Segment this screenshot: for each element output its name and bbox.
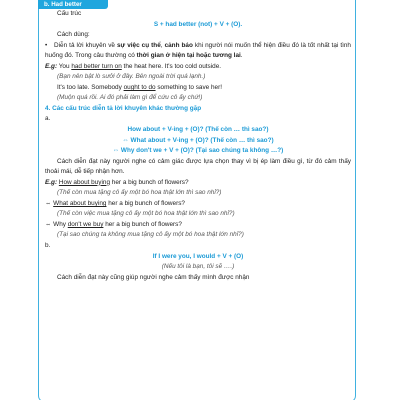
example-4-translation: (Thế còn việc mua tặng cô ấy một bó hoa thật lớn thì sao nhỉ?) [57,210,235,218]
bullet-icon: • [45,41,48,49]
example-1: E.g: You had better turn on the heat here. It's too cold outside. [45,62,222,70]
equivalence-arrow-icon: ⇔ [122,136,129,144]
example-5: ⇔ Why don't we buy her a big bunch of flowers? [45,220,182,228]
usage-paragraph-2: Cách diễn đạt này người nghe có cảm giác được lựa chọn thay vì bị ép làm điều gì, từ đó cảm thấy thoải mái, dễ tiếp nhận hơn. [45,157,351,176]
example-3: E.g: How about buying her a big bunch of flowers? [45,178,189,186]
usage-paragraph-1: • Diễn tả lời khuyên về sự việc cụ thể, cảnh báo khi người nói muốn thể hiện điều đó là tốt nhất tại tình huống đó. Trong câu thường có thời gian ở hiện tại hoặc tương lai. [45,41,351,60]
example-1-translation: (Bạn nên bật lò sưởi ở đây. Bên ngoài trời quá lạnh.) [57,73,206,81]
usage-paragraph-3: Cách diễn đạt này cũng giúp người nghe cảm thấy mình được nhận [57,273,250,281]
equivalence-arrow-icon: ⇔ [45,199,52,207]
example-4: ⇔ What about buying her a big bunch of flowers? [45,199,185,207]
example-5-translation: (Tại sao chúng ta không mua tặng cô ấy một bó hoa thật lớn nhỉ?) [57,231,244,239]
formula-if-i-were-you: If I were you, I would + V + (O) [152,252,244,260]
formula-if-i-were-you-translation: (Nếu tôi là bạn, tôi sẽ ….) [161,263,235,271]
example-2-translation: (Muộn quá rồi. Ai đó phải làm gì để cứu cô ấy chứ!) [57,94,203,102]
section-4-title: 4. Các cấu trúc diễn tả lời khuyên khác thường gặp [45,104,202,112]
subsection-b-label: b. [45,242,51,250]
example-3-translation: (Thế còn mua tặng cô ấy một bó hoa thật lớn thì sao nhỉ?) [57,189,222,197]
section-heading-bar: b. Had better [38,0,108,9]
document-body [45,0,351,283]
structure-label: Cấu trúc [57,10,82,17]
formula-what-about: ⇔ What about + V-ing + (O)? (Thế còn … thì sao?) [122,136,274,144]
usage-label: Cách dùng: [57,31,90,39]
example-2: It's too late. Somebody ought to do something to save her! [57,83,223,91]
equivalence-arrow-icon: ⇔ [112,147,120,155]
equivalence-arrow-icon: ⇔ [45,220,52,228]
formula-how-about: How about + V-ing + (O)? (Thế còn … thì sao?) [127,126,269,134]
eg-label: E.g: [45,62,58,70]
subsection-a-label: a. [45,115,51,123]
formula-why-dont-we: ⇔ Why don't we + V + (O)? (Tại sao chúng ta không …?) [112,147,284,155]
formula-had-better: S + had better (not) + V + (O). [153,20,243,28]
